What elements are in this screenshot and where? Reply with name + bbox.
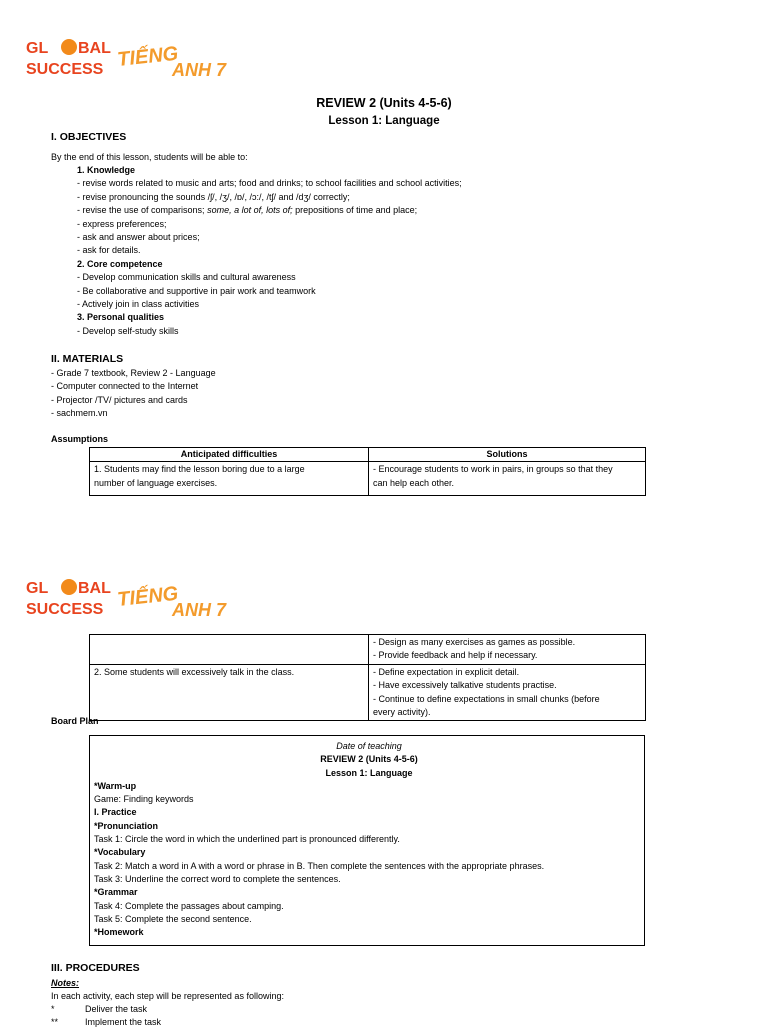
knowledge-item-grammar [77, 204, 462, 217]
solution-line: - Provide feedback and help if necessary. [373, 650, 538, 661]
difficulty-line: number of language exercises. [94, 477, 218, 488]
knowledge-item: - revise pronouncing the sounds /ʃ/, /ʒ/, /ɒ/, /ɔ:/, /tʃ/ and /dʒ/ correctly; [77, 191, 350, 202]
board-date: Date of teaching [336, 741, 402, 751]
board-plan-box [89, 735, 645, 946]
materials-item: - sachmem.vn [51, 408, 108, 419]
svg-text:BAL: BAL [78, 40, 111, 57]
board-lesson: Lesson 1: Language [325, 767, 413, 778]
board-line: *Pronunciation [94, 820, 159, 831]
difficulty-line: 1. Students may find the lesson boring due to a large [94, 464, 305, 475]
board-line: *Homework [94, 927, 144, 938]
board-line: *Warm-up [94, 780, 137, 791]
board-line: Task 2: Match a word in A with a word or phrase in B. Then complete the sentences with the appropriate phrases. [94, 860, 545, 871]
svg-text:ANH 7: ANH 7 [172, 600, 227, 620]
step-mark: * [51, 1004, 55, 1014]
svg-text:ANH 7: ANH 7 [172, 60, 227, 80]
board-lines [94, 780, 644, 940]
board-line: *Grammar [94, 887, 138, 898]
materials-list [51, 367, 216, 421]
knowledge-item: - ask for details. [77, 245, 141, 256]
notes-label: Notes: [51, 978, 80, 988]
solution-line: - Define expectation in explicit detail. [373, 666, 520, 677]
board-line: Task 1: Circle the word in which the underlined part is pronounced differently. [94, 834, 400, 845]
solution-line: - Have excessively talkative students practise. [373, 680, 557, 691]
svg-text:SUCCESS: SUCCESS [26, 601, 104, 618]
step-text: Deliver the task [85, 1004, 148, 1014]
board-line: Game: Finding keywords [94, 794, 194, 805]
board-line: Task 3: Underline the correct word to complete the sentences. [94, 873, 341, 884]
difficulty-cell [90, 462, 369, 496]
solution-cell [369, 664, 646, 721]
materials-item: - Computer connected to the Internet [51, 381, 199, 392]
difficulty-cell [90, 635, 369, 665]
global-success-logo [24, 36, 227, 80]
svg-text:BAL: BAL [78, 580, 111, 597]
col-header-solutions: Solutions [369, 448, 646, 462]
global-success-logo [24, 576, 227, 620]
page-subtitle: Lesson 1: Language [328, 115, 440, 127]
objectives-intro: By the end of this lesson, students will be able to: [51, 152, 248, 162]
objectives-list [77, 164, 462, 338]
core-item: - Develop communication skills and cultural awareness [77, 272, 296, 283]
step-row [51, 1003, 161, 1016]
materials-item: - Grade 7 textbook, Review 2 - Language [51, 368, 216, 378]
solution-line: - Encourage students to work in pairs, in groups so that they [373, 464, 613, 475]
step-text: Implement the task [85, 1017, 162, 1028]
assumptions-heading: Assumptions [51, 434, 109, 444]
knowledge-item: - ask and answer about prices; [77, 232, 200, 243]
materials-heading: II. MATERIALS [51, 353, 124, 365]
personal-heading: 3. Personal qualities [77, 312, 165, 323]
knowledge-item: - revise words related to music and arts; food and drinks; to school facilities and school activities; [77, 178, 462, 189]
notes-intro: In each activity, each step will be represented as following: [51, 991, 284, 1001]
solution-line: - Continue to define expectations in small chunks (before [373, 693, 600, 704]
step-mark: ** [51, 1017, 59, 1028]
board-line: Task 4: Complete the passages about camping. [94, 900, 284, 911]
svg-text:SUCCESS: SUCCESS [26, 61, 104, 78]
svg-text:GL: GL [26, 40, 49, 57]
page-title: REVIEW 2 (Units 4-5-6) [316, 96, 452, 110]
difficulty-line: 2. Some students will excessively talk in the class. [94, 666, 295, 677]
solution-line: every activity). [373, 707, 431, 718]
grammar-italic: some, a lot of, lots of; [207, 205, 293, 216]
svg-text:GL: GL [26, 580, 49, 597]
assumptions-table [89, 447, 646, 496]
svg-text:TIẾNG: TIẾNG [116, 582, 180, 611]
board-line: *Vocabulary [94, 847, 146, 858]
solution-line: can help each other. [373, 477, 455, 488]
solution-line: - Design as many exercises as games as possible. [373, 637, 576, 647]
grammar-pre: - revise the use of comparisons; [77, 205, 208, 216]
solution-cell [369, 462, 646, 496]
objectives-heading: I. OBJECTIVES [51, 131, 127, 143]
col-header-difficulties: Anticipated difficulties [90, 448, 369, 462]
procedures-heading: III. PROCEDURES [51, 962, 140, 974]
core-item: - Be collaborative and supportive in pair work and teamwork [77, 285, 316, 296]
svg-text:TIẾNG: TIẾNG [116, 42, 180, 71]
board-title: REVIEW 2 (Units 4-5-6) [320, 754, 418, 765]
knowledge-item: - express preferences; [77, 218, 167, 229]
personal-item: - Develop self-study skills [77, 325, 179, 336]
solution-cell [369, 635, 646, 665]
difficulty-cell [90, 664, 369, 721]
core-item: - Actively join in class activities [77, 299, 200, 310]
assumptions-table-continued [89, 634, 646, 721]
step-row [51, 1016, 161, 1029]
core-heading: 2. Core competence [77, 258, 163, 269]
materials-item: - Projector /TV/ pictures and cards [51, 394, 188, 405]
knowledge-heading: 1. Knowledge [77, 165, 136, 175]
steps-list [51, 1003, 161, 1030]
grammar-post: prepositions of time and place; [292, 205, 418, 216]
board-line: Task 5: Complete the second sentence. [94, 913, 252, 924]
board-line: I. Practice [94, 807, 137, 818]
board-plan-heading: Board Plan [51, 716, 99, 726]
